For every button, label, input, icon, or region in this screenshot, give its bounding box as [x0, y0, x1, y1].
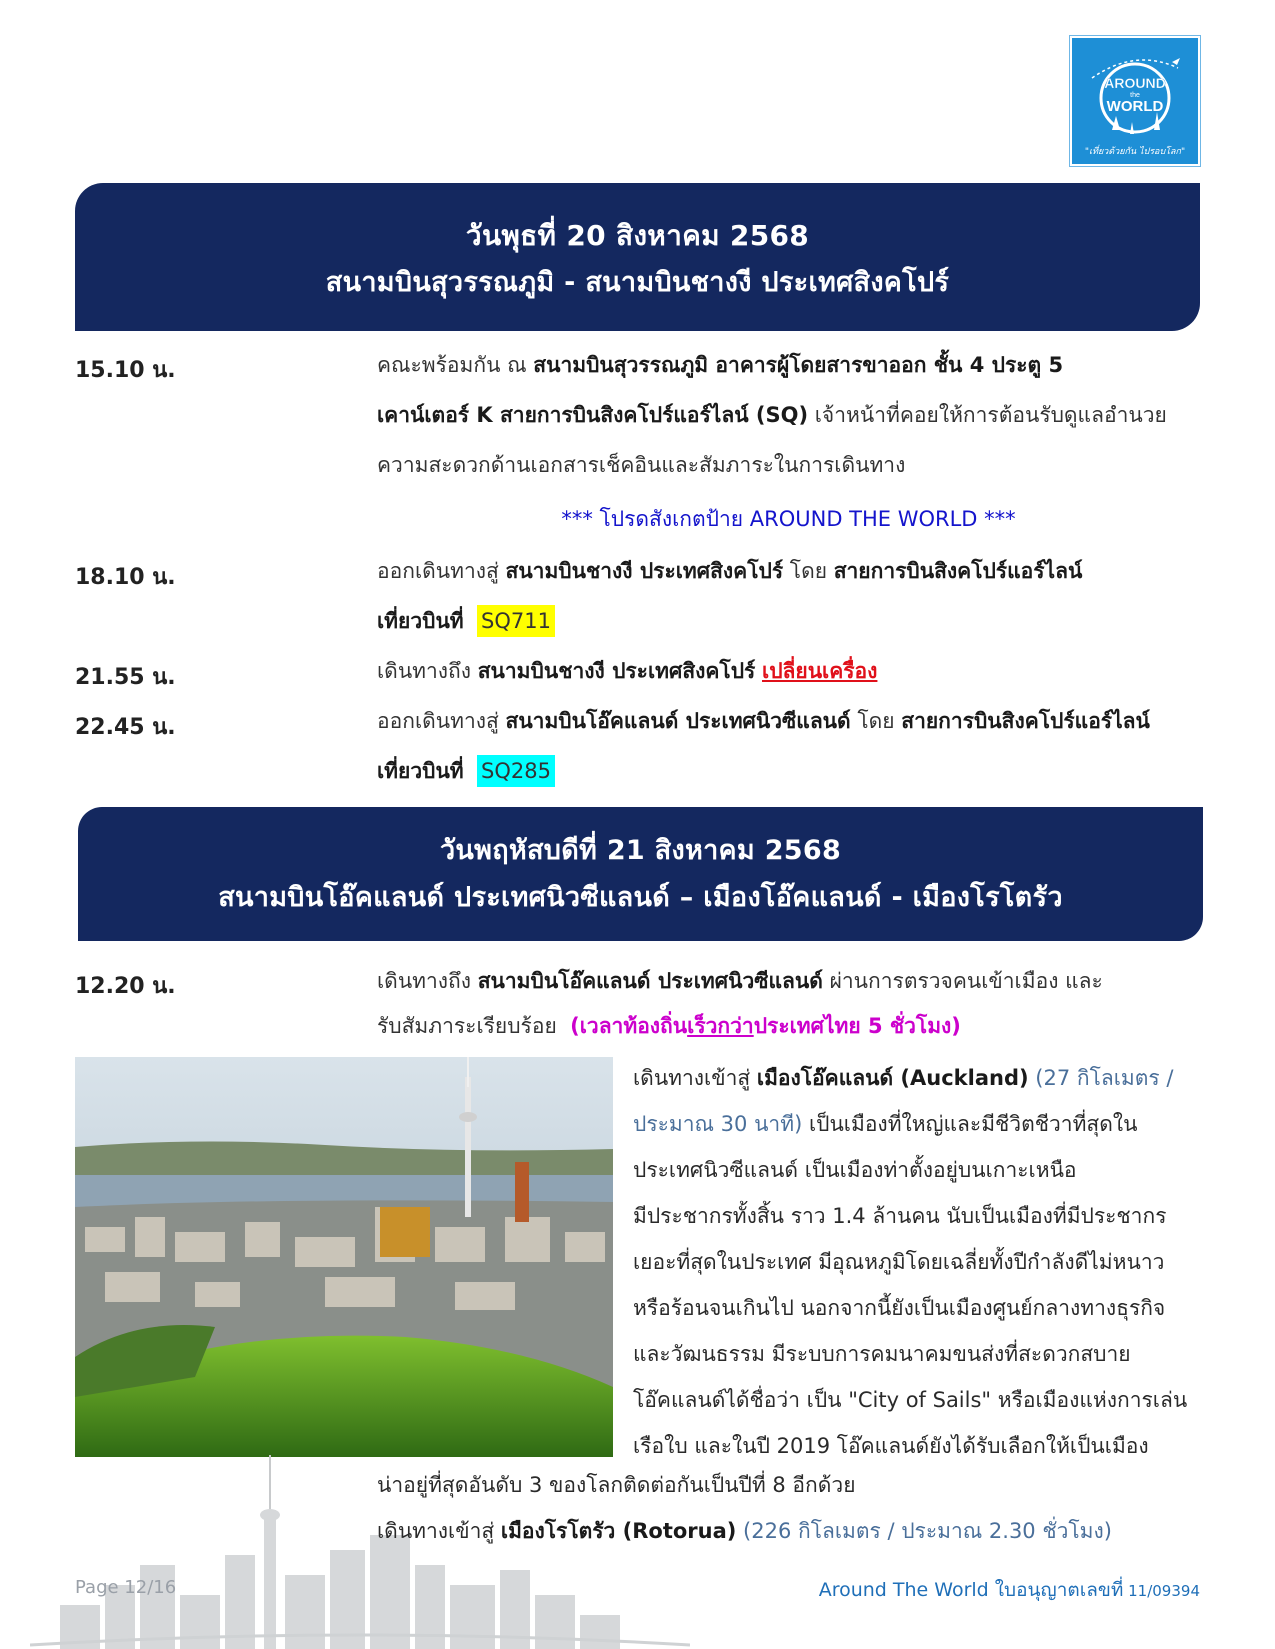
text: (เวลาท้องถิ่น [570, 1014, 688, 1038]
item-2245-line1 [377, 706, 1150, 736]
svg-text:WORLD: WORLD [1106, 98, 1164, 115]
time-difference-note [570, 1014, 961, 1038]
day2-banner [78, 807, 1203, 941]
bold-text: สนามบินโอ๊คแลนด์ ประเทศนิวซีแลนด์ [477, 969, 823, 993]
text: ประเทศไทย 5 ชั่วโมง) [753, 1014, 961, 1038]
company-license [819, 1575, 1200, 1605]
day2-route: สนามบินโอ๊คแลนด์ ประเทศนิวซีแลนด์ – เมืองโอ๊คแลนด์ - เมืองโรโตรัว [218, 882, 1063, 913]
flight-label: เที่ยวบินที่ [377, 759, 464, 783]
text: เดินทางถึง [377, 659, 478, 683]
flight-number-badge: SQ711 [477, 605, 555, 637]
item-2245-line2 [377, 756, 555, 786]
item-1220-line1 [377, 966, 1103, 996]
auckland-description [633, 1055, 1200, 1469]
text: รับสัมภาระเรียบร้อย [377, 1014, 557, 1038]
company-logo [1070, 36, 1200, 166]
sign-note: *** โปรดสังเกตป้าย AROUND THE WORLD *** [561, 507, 1016, 531]
flight-number-badge: SQ285 [477, 755, 555, 787]
para-line: หรือร้อนจนเกินไป นอกจากนี้ยังเป็นเมืองศูนย์กลางทางธุรกิจ [633, 1296, 1166, 1320]
bold-text: สนามบินชางงี ประเทศสิงคโปร์ [477, 659, 756, 683]
time-2245: 22.45 น. [75, 715, 176, 740]
para-line: ประเทศนิวซีแลนด์ เป็นเมืองท่าตั้งอยู่บนเกาะเหนือ [633, 1158, 1077, 1182]
item-1510-line2 [377, 400, 1167, 430]
item-1810-line2 [377, 606, 555, 636]
svg-text:AROUND: AROUND [1104, 75, 1166, 91]
text: เจ้าหน้าที่คอยให้การต้อนรับดูแลอำนวย [808, 403, 1167, 427]
item-2155-line1 [377, 656, 877, 686]
item-1510-line1 [377, 350, 1063, 380]
city-name: เมืองโอ๊คแลนด์ (Auckland) [756, 1066, 1029, 1090]
item-1810-line1 [377, 556, 1082, 586]
text: เดินทางถึง [377, 969, 478, 993]
auckland-last-line: น่าอยู่ที่สุดอันดับ 3 ของโลกติดต่อกันเป็นปีที่ 8 อีกด้วย [377, 1473, 856, 1497]
license-label: ใบอนุญาตเลขที่ [988, 1579, 1124, 1601]
svg-text:the: the [1130, 92, 1140, 99]
time-1220: 12.20 น. [75, 974, 176, 999]
text: เป็นเมืองที่ใหญ่และมีชีวิตชีวาที่สุดใน [802, 1112, 1138, 1136]
bold-text: เคาน์เตอร์ K สายการบินสิงคโปร์แอร์ไลน์ (SQ) [377, 403, 809, 427]
para-line: เรือใบ และในปี 2019 โอ๊คแลนด์ยังได้รับเลือกให้เป็นเมือง [633, 1434, 1149, 1458]
day1-title: วันพุธที่ 20 สิงหาคม 2568 [465, 219, 810, 252]
bold-text: สนามบินชางงี ประเทศสิงคโปร์ [505, 559, 784, 583]
rotorua-line [377, 1515, 1112, 1548]
para-line [633, 1101, 1200, 1147]
text: โดย [783, 559, 834, 583]
duration: ประมาณ 30 นาที) [633, 1112, 803, 1136]
text: เดินทางเข้าสู่ [377, 1519, 501, 1543]
para-line: โอ๊คแลนด์ได้ชื่อว่า เป็น "City of Sails" หรือเมืองแห่งการเล่น [633, 1388, 1188, 1412]
para-line [633, 1055, 1200, 1101]
bold-text: สายการบินสิงคโปร์แอร์ไลน์ [901, 709, 1150, 733]
para-line: เยอะที่สุดในประเทศ มีอุณหภูมิโดยเฉลี่ยทั้งปีกำลังดีไม่หนาว [633, 1250, 1165, 1274]
page-number: Page 12/16 [75, 1577, 177, 1598]
text: เร็วกว่า [687, 1014, 754, 1038]
text: โดย [850, 709, 902, 733]
day2-title: วันพฤหัสบดีที่ 21 สิงหาคม 2568 [439, 835, 842, 866]
time-2155: 21.55 น. [75, 665, 176, 690]
bold-text: สนามบินสุวรรณภูมิ อาคารผู้โดยสารขาออก ชั้น 4 ประตู 5 [533, 353, 1064, 377]
logo-caption: "เที่ยวด้วยกัน ไปรอบโลก" [1084, 147, 1186, 157]
flight-label: เที่ยวบินที่ [377, 609, 464, 633]
day1-route: สนามบินสุวรรณภูมิ - สนามบินชางงี ประเทศสิงคโปร์ [325, 267, 950, 298]
bold-text: สายการบินสิงคโปร์แอร์ไลน์ [833, 559, 1083, 583]
text: ออกเดินทางสู่ [377, 559, 506, 583]
transfer-note: เปลี่ยนเครื่อง [762, 659, 878, 683]
time-1510: 15.10 น. [75, 358, 176, 383]
company-name: Around The World [818, 1579, 989, 1601]
distance: (27 กิโลเมตร / [1028, 1066, 1174, 1090]
para-line: และวัฒนธรรม มีระบบการคมนาคมขนส่งที่สะดวกสบาย [633, 1342, 1131, 1366]
item-1220-line2 [377, 1011, 961, 1041]
text: คณะพร้อมกัน ณ [377, 353, 534, 377]
city-name: เมืองโรโตรัว (Rotorua) [500, 1519, 737, 1543]
license-number: 11/09394 [1123, 1582, 1200, 1600]
text: ผ่านการตรวจคนเข้าเมือง และ [822, 969, 1103, 993]
bold-text: สนามบินโอ๊คแลนด์ ประเทศนิวซีแลนด์ [505, 709, 851, 733]
text: ออกเดินทางสู่ [377, 709, 506, 733]
time-1810: 18.10 น. [75, 565, 176, 590]
auckland-city-photo [75, 1057, 613, 1457]
item-1510-line3: ความสะดวกด้านเอกสารเช็คอินและสัมภาระในการเดินทาง [377, 453, 906, 477]
text: เดินทางเข้าสู่ [633, 1066, 757, 1090]
distance: (226 กิโลเมตร / ประมาณ 2.30 ชั่วโมง) [736, 1519, 1112, 1543]
para-line: มีประชากรทั้งสิ้น ราว 1.4 ล้านคน นับเป็นเมืองที่มีประชากร [633, 1204, 1167, 1228]
day1-banner [75, 183, 1200, 331]
